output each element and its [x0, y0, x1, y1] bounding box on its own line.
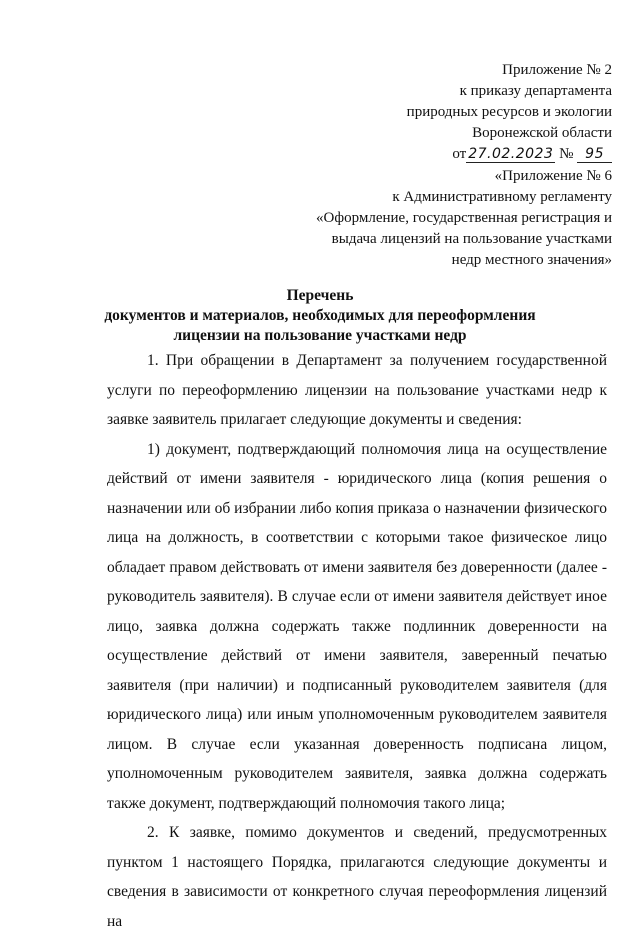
number-label: № — [559, 146, 574, 162]
paragraph-1: 1. При обращении в Департамент за получением государственной услуги по переоформлению лицензии на пользование участками недр к заявке заявитель прилагает следующие документы и сведения: — [107, 352, 607, 428]
appendix-2-line: природных ресурсов и экологии — [406, 104, 612, 120]
order-number: 95 — [577, 146, 612, 163]
document-body — [107, 346, 607, 936]
appendix-6-line: «Оформление, государственная регистрация и — [316, 210, 612, 226]
appendix-6-header — [316, 166, 612, 271]
paragraph-1-1: 1) документ, подтверждающий полномочия лица на осуществление действий от имени заявителя - юридического лица (копия решения о назначении или об избрании либо копия приказа о назначении физического лица на должность, в соответствии с которыми такое физическое лицо обладает правом действовать от имени заявителя без доверенности (далее - руководитель заявителя). В случае если от имени заявителя действует иное лицо, заявка должна содержать также подлинник доверенности на осуществление действий от имени заявителя, заверенный печатью заявителя (при наличии) и подписанный руководителем заявителя (для юридического лица) или иным уполномоченным руководителем заявителя лицом. В случае если указанная доверенность подписана лицом, уполномоченным руководителем заявителя, заявка должна содержать также документ, подтверждающий полномочия такого лица; — [107, 440, 607, 812]
appendix-2-header — [407, 60, 612, 165]
title-line: документов и материалов, необходимых для переоформления — [104, 307, 536, 324]
appendix-6-line: выдача лицензий на пользование участками — [331, 231, 612, 247]
order-date: 27.02.2023 — [468, 146, 554, 162]
order-date-number — [407, 144, 612, 165]
from-label: от — [452, 146, 467, 162]
appendix-2-line: Воронежской области — [472, 125, 612, 141]
appendix-2-title: Приложение № 2 — [502, 62, 612, 78]
title-line: Перечень — [286, 287, 354, 304]
document-title — [0, 286, 640, 346]
paragraph-2: 2. К заявке, помимо документов и сведений, предусмотренных пунктом 1 настоящего Порядка, прилагаются следующие документы и сведения в зависимости от конкретного случая переоформления лицензий на — [107, 824, 607, 930]
appendix-6-title: «Приложение № 6 — [494, 168, 612, 184]
appendix-6-line: к Административному регламенту — [392, 189, 612, 205]
title-line: лицензии на пользование участками недр — [173, 327, 467, 344]
appendix-6-line: недр местного значения» — [451, 252, 612, 268]
appendix-2-line: к приказу департамента — [459, 83, 612, 99]
